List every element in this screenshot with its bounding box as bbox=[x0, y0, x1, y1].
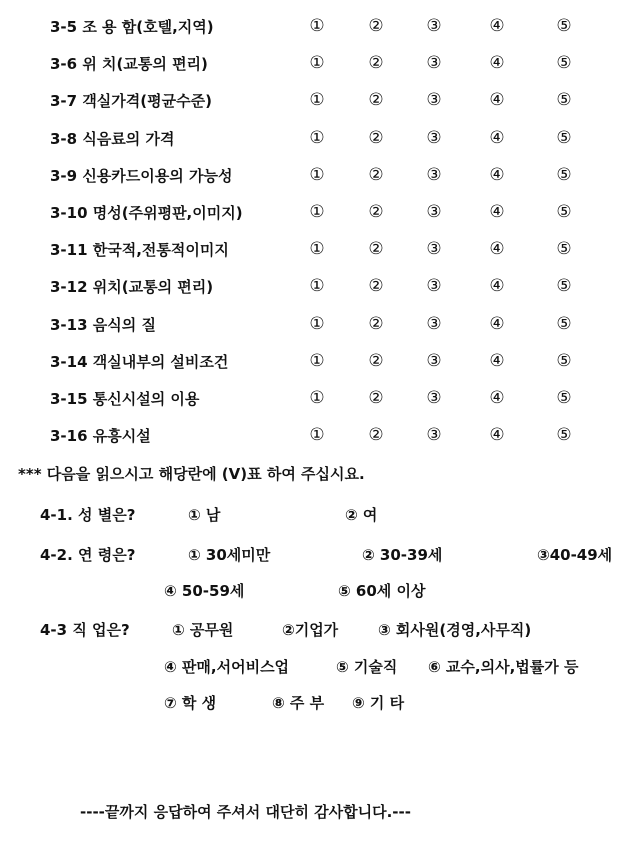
closing-message: ----끝까지 응답하여 주셔서 대단히 감사합니다.--- bbox=[80, 803, 411, 821]
rating-option-2[interactable]: ② bbox=[368, 90, 384, 111]
rating-item-row bbox=[0, 351, 626, 381]
rating-item-row bbox=[0, 276, 626, 306]
rating-option-5[interactable]: ⑤ bbox=[556, 164, 572, 185]
rating-option-5[interactable]: ⑤ bbox=[556, 350, 572, 371]
q43-option-1[interactable]: ① 공무원 bbox=[172, 621, 234, 639]
rating-item-row bbox=[0, 388, 626, 418]
rating-option-1[interactable]: ① bbox=[309, 90, 325, 111]
rating-item-row bbox=[0, 425, 626, 455]
rating-item-question: 3-12 위치(교통의 편리) bbox=[50, 278, 214, 297]
rating-option-3[interactable]: ③ bbox=[426, 388, 442, 408]
rating-option-2[interactable]: ② bbox=[368, 53, 384, 74]
rating-option-3[interactable]: ③ bbox=[426, 53, 442, 74]
rating-option-2[interactable]: ② bbox=[368, 239, 384, 260]
rating-option-3[interactable]: ③ bbox=[426, 350, 442, 371]
q42-option-1[interactable]: ① 30세미만 bbox=[188, 546, 271, 564]
rating-option-4[interactable]: ④ bbox=[489, 425, 505, 446]
rating-item-question: 3-9 신용카드이용의 가능성 bbox=[50, 166, 233, 185]
rating-item-question: 3-16 유흥시설 bbox=[50, 427, 151, 446]
rating-option-3[interactable]: ③ bbox=[426, 276, 442, 297]
rating-option-2[interactable]: ② bbox=[368, 202, 384, 222]
rating-option-2[interactable]: ② bbox=[368, 276, 384, 297]
rating-option-4[interactable]: ④ bbox=[489, 239, 505, 260]
rating-option-4[interactable]: ④ bbox=[489, 350, 505, 371]
rating-option-4[interactable]: ④ bbox=[489, 53, 505, 74]
rating-item-question: 3-8 식음료의 가격 bbox=[50, 129, 175, 148]
q42-option-5[interactable]: ⑤ 60세 이상 bbox=[338, 582, 426, 600]
rating-option-1[interactable]: ① bbox=[309, 202, 325, 222]
q42-option-3[interactable]: ③40-49세 bbox=[537, 546, 613, 564]
rating-option-1[interactable]: ① bbox=[309, 350, 325, 371]
rating-item-question: 3-6 위 치(교통의 편리) bbox=[50, 55, 208, 74]
rating-item-question: 3-15 통신시설의 이용 bbox=[50, 390, 200, 408]
rating-option-1[interactable]: ① bbox=[309, 388, 325, 408]
rating-option-2[interactable]: ② bbox=[368, 127, 384, 148]
q43-option-7[interactable]: ⑦ 학 생 bbox=[164, 694, 217, 712]
rating-option-3[interactable]: ③ bbox=[426, 313, 442, 334]
rating-option-3[interactable]: ③ bbox=[426, 16, 442, 36]
q41-option-female[interactable]: ② 여 bbox=[345, 506, 378, 524]
rating-option-5[interactable]: ⑤ bbox=[556, 16, 572, 36]
rating-option-2[interactable]: ② bbox=[368, 425, 384, 446]
rating-option-1[interactable]: ① bbox=[309, 127, 325, 148]
rating-option-2[interactable]: ② bbox=[368, 388, 384, 408]
q42-label: 4-2. 연 령은? bbox=[40, 546, 136, 564]
rating-option-3[interactable]: ③ bbox=[426, 239, 442, 260]
rating-item-question: 3-11 한국적,전통적이미지 bbox=[50, 241, 229, 260]
q43-label: 4-3 직 업은? bbox=[40, 621, 130, 639]
q43-option-4[interactable]: ④ 판매,서어비스업 bbox=[164, 658, 290, 676]
rating-item-question: 3-5 조 용 함(호텔,지역) bbox=[50, 18, 214, 36]
instruction-text: *** 다음을 읽으시고 해당란에 (V)표 하여 주십시요. bbox=[18, 465, 365, 483]
rating-option-2[interactable]: ② bbox=[368, 313, 384, 334]
rating-option-4[interactable]: ④ bbox=[489, 388, 505, 408]
rating-item-question: 3-10 명성(주위평판,이미지) bbox=[50, 204, 243, 222]
rating-item-row bbox=[0, 314, 626, 344]
rating-item-question: 3-14 객실내부의 설비조건 bbox=[50, 352, 229, 371]
rating-option-1[interactable]: ① bbox=[309, 53, 325, 74]
rating-item-row bbox=[0, 239, 626, 269]
rating-option-4[interactable]: ④ bbox=[489, 16, 505, 36]
q43-option-8[interactable]: ⑧ 주 부 bbox=[272, 694, 325, 712]
rating-option-3[interactable]: ③ bbox=[426, 90, 442, 111]
q42-option-4[interactable]: ④ 50-59세 bbox=[164, 582, 245, 600]
q41-label: 4-1. 성 별은? bbox=[40, 506, 136, 524]
rating-option-1[interactable]: ① bbox=[309, 164, 325, 185]
rating-item-question: 3-13 음식의 질 bbox=[50, 315, 156, 334]
rating-option-4[interactable]: ④ bbox=[489, 313, 505, 334]
q43-option-5[interactable]: ⑤ 기술직 bbox=[336, 658, 398, 676]
rating-option-5[interactable]: ⑤ bbox=[556, 313, 572, 334]
rating-option-3[interactable]: ③ bbox=[426, 425, 442, 446]
rating-option-4[interactable]: ④ bbox=[489, 90, 505, 111]
rating-item-row bbox=[0, 165, 626, 195]
rating-option-1[interactable]: ① bbox=[309, 16, 325, 36]
rating-option-3[interactable]: ③ bbox=[426, 202, 442, 222]
rating-option-2[interactable]: ② bbox=[368, 350, 384, 371]
rating-option-1[interactable]: ① bbox=[309, 425, 325, 446]
rating-option-5[interactable]: ⑤ bbox=[556, 202, 572, 222]
rating-option-1[interactable]: ① bbox=[309, 239, 325, 260]
rating-option-3[interactable]: ③ bbox=[426, 164, 442, 185]
q43-option-3[interactable]: ③ 회사원(경영,사무직) bbox=[378, 621, 532, 639]
rating-item-row bbox=[0, 90, 626, 120]
rating-option-3[interactable]: ③ bbox=[426, 127, 442, 148]
rating-option-2[interactable]: ② bbox=[368, 16, 384, 36]
q43-option-6[interactable]: ⑥ 교수,의사,법률가 등 bbox=[428, 658, 579, 676]
rating-item-row bbox=[0, 202, 626, 232]
rating-option-5[interactable]: ⑤ bbox=[556, 90, 572, 111]
q41-option-male[interactable]: ① 남 bbox=[188, 506, 221, 524]
rating-option-5[interactable]: ⑤ bbox=[556, 53, 572, 74]
rating-option-5[interactable]: ⑤ bbox=[556, 425, 572, 446]
q43-option-9[interactable]: ⑨ 기 타 bbox=[352, 694, 405, 712]
rating-item-row bbox=[0, 16, 626, 46]
q42-option-2[interactable]: ② 30-39세 bbox=[362, 546, 443, 564]
rating-option-1[interactable]: ① bbox=[309, 276, 325, 297]
q43-option-2[interactable]: ②기업가 bbox=[282, 621, 339, 639]
rating-option-5[interactable]: ⑤ bbox=[556, 276, 572, 297]
rating-option-5[interactable]: ⑤ bbox=[556, 388, 572, 408]
rating-option-5[interactable]: ⑤ bbox=[556, 239, 572, 260]
rating-option-2[interactable]: ② bbox=[368, 164, 384, 185]
rating-option-5[interactable]: ⑤ bbox=[556, 127, 572, 148]
rating-item-row bbox=[0, 53, 626, 83]
rating-option-4[interactable]: ④ bbox=[489, 276, 505, 297]
rating-item-question: 3-7 객실가격(평균수준) bbox=[50, 92, 212, 111]
rating-option-4[interactable]: ④ bbox=[489, 202, 505, 222]
rating-option-4[interactable]: ④ bbox=[489, 127, 505, 148]
rating-item-row bbox=[0, 128, 626, 158]
rating-option-1[interactable]: ① bbox=[309, 313, 325, 334]
rating-option-4[interactable]: ④ bbox=[489, 164, 505, 185]
